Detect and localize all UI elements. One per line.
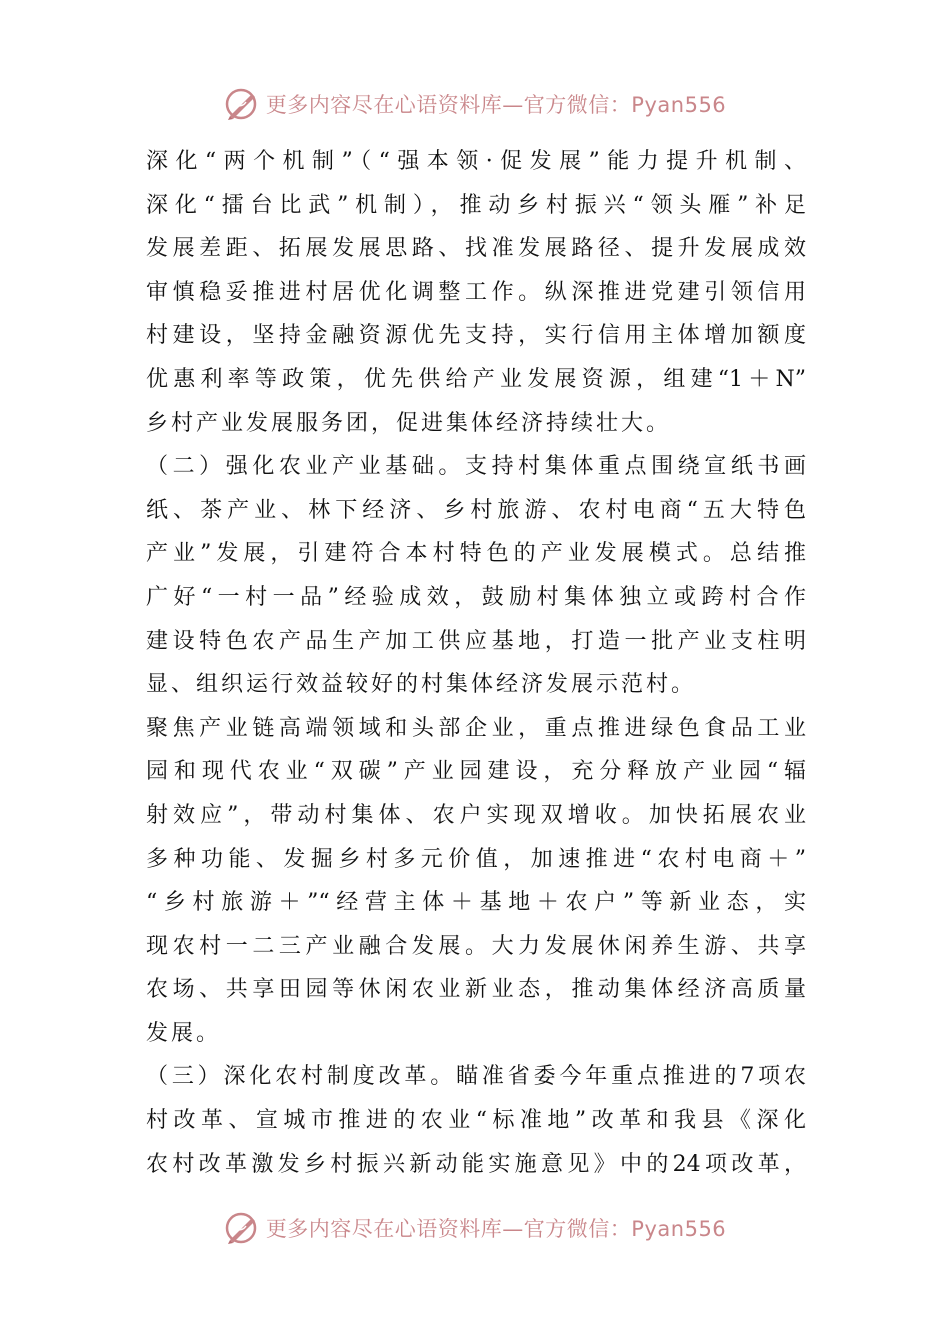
text-line: 发展。	[146, 1020, 222, 1046]
text-line: 射效应”，带动村集体、农户实现双增收。加快拓展农业	[146, 802, 806, 828]
document-body	[146, 140, 806, 1186]
paragraph-4	[146, 1055, 806, 1186]
text-line: 显、组织运行效益较好的村集体经济发展示范村。	[146, 672, 697, 698]
text-line: 优惠利率等政策，优先供给产业发展资源，组建“1＋N”	[146, 366, 806, 392]
text-line: 审慎稳妥推进村居优化调整工作。纵深推进党建引领信用	[146, 279, 806, 305]
text-line: 多种功能、发掘乡村多元价值，加速推进“农村电商＋”	[146, 846, 806, 872]
text-line: （二）强化农业产业基础。支持村集体重点围绕宣纸书画	[146, 454, 806, 480]
text-line: 纸、茶产业、林下经济、乡村旅游、农村电商“五大特色	[146, 497, 806, 523]
text-line: 深化“两个机制”（“强本领·促发展”能力提升机制、	[146, 149, 806, 174]
text-line: （三）深化农村制度改革。瞄准省委今年重点推进的7项农	[146, 1064, 806, 1090]
text-line: 广好“一村一品”经验成效，鼓励村集体独立或跨村合作	[146, 584, 806, 610]
text-line: 产业”发展，引建符合本村特色的产业发展模式。总结推	[146, 541, 806, 567]
header-banner	[0, 84, 950, 124]
text-line: “乡村旅游＋”“经营主体＋基地＋农户”等新业态，实	[146, 890, 806, 916]
header-banner-text: 更多内容尽在心语资料库—官方微信：Pyan556	[265, 93, 727, 117]
paragraph-2	[146, 445, 806, 707]
paragraph-3	[146, 707, 806, 1056]
text-line: 聚焦产业链高端领域和头部企业，重点推进绿色食品工业	[146, 715, 806, 741]
text-line: 乡村产业发展服务团，促进集体经济持续壮大。	[146, 410, 672, 436]
pen-logo-icon	[224, 86, 260, 122]
text-line: 深化“擂台比武”机制），推动乡村振兴“领头雁”补足	[146, 192, 806, 218]
footer-banner	[0, 1208, 950, 1248]
text-line: 园和现代农业“双碳”产业园建设，充分释放产业园“辐	[146, 759, 806, 785]
text-line: 村改革、宣城市推进的农业“标准地”改革和我县《深化	[146, 1108, 806, 1134]
paragraph-1	[146, 140, 806, 445]
pen-logo-icon	[224, 1210, 260, 1246]
text-line: 农场、共享田园等休闲农业新业态，推动集体经济高质量	[146, 977, 806, 1003]
text-line: 建设特色农产品生产加工供应基地，打造一批产业支柱明	[146, 628, 806, 654]
footer-banner-text: 更多内容尽在心语资料库—官方微信：Pyan556	[265, 1217, 727, 1241]
text-line: 现农村一二三产业融合发展。大力发展休闲养生游、共享	[146, 933, 806, 959]
text-line: 发展差距、拓展发展思路、找准发展路径、提升发展成效	[146, 236, 806, 262]
text-line: 村建设，坚持金融资源优先支持，实行信用主体增加额度	[146, 323, 806, 349]
text-line: 农村改革激发乡村振兴新动能实施意见》中的24项改革，	[146, 1151, 806, 1177]
